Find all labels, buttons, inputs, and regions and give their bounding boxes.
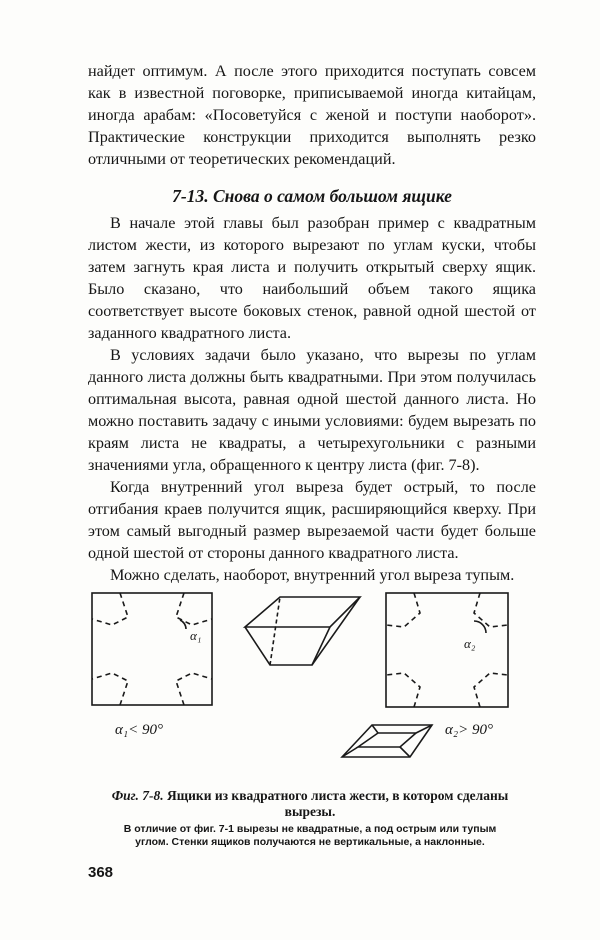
figure-note: В отличие от фиг. 7-1 вырезы не квадратные, а под острым или тупым углом. Стенки ящиков получаются не вертикальные, а наклонные. bbox=[123, 823, 497, 848]
angle-arc-obtuse bbox=[474, 621, 486, 633]
figure-label-obtuse: α₂> 90° bbox=[445, 722, 493, 738]
cut-lines-obtuse bbox=[386, 593, 508, 707]
figure-drawing bbox=[80, 585, 540, 780]
box-obtuse bbox=[342, 725, 432, 757]
angle-arc-acute bbox=[180, 620, 186, 629]
sheet-acute bbox=[92, 593, 212, 705]
figure-title: Ящики из квадратного листа жести, в котором сделаны вырезы. bbox=[166, 788, 509, 819]
lead-text: найдет оптимум. А после этого приходится поступать совсем как в известной поговорке, приписываемой иногда китайцам, иногда арабам: «Посоветуйся с женой и поступи наоборот». Практические конструкции приходится выполнять резко отличными от теоретических рекомендаций. bbox=[88, 62, 536, 168]
figure-7-8 bbox=[80, 585, 540, 780]
section-heading: 7-13. Снова о самом большом ящике bbox=[172, 186, 452, 206]
figure-label-acute: α₁< 90° bbox=[115, 722, 163, 738]
section-body bbox=[88, 212, 536, 586]
paragraph: В условиях задачи было указано, что вырезы по углам данного листа должны быть квадратными. При этом получилась оптимальная высота, равная одной шестой данного листа. Но можно поставить задачу с иными условиями: будем вырезать по краям листа не квадраты, а четырехугольники с разными значениями угла, обращенного к центру листа (фиг. 7-8). bbox=[88, 346, 536, 474]
cut-lines-acute bbox=[92, 593, 212, 705]
figure-number: Фиг. 7-8. bbox=[111, 788, 164, 803]
figure-caption bbox=[100, 788, 520, 820]
paragraph: Когда внутренний угол выреза будет острый, то после отгибания краев получится ящик, расширяющийся кверху. При этом самый выгодный размер вырезаемой части будет больше одной шестой от стороны данного квадратного листа. bbox=[88, 478, 536, 562]
box-acute bbox=[245, 597, 360, 665]
angle-label-a1: α₁ bbox=[190, 628, 202, 643]
paragraph: Можно сделать, наоборот, внутренний угол выреза тупым. bbox=[110, 566, 515, 584]
lead-paragraph bbox=[88, 60, 536, 170]
page-number: 368 bbox=[88, 864, 114, 881]
angle-label-a2: α₂ bbox=[464, 636, 476, 651]
paragraph: В начале этой главы был разобран пример с квадратным листом жести, из которого вырезают по углам куски, чтобы затем загнуть края листа и получить открытый сверху ящик. Было сказано, что наибольший объем такого ящика соответствует высоте боковых стенок, равной одной шестой от заданного квадратного листа. bbox=[88, 214, 536, 342]
sheet-obtuse bbox=[386, 593, 508, 707]
